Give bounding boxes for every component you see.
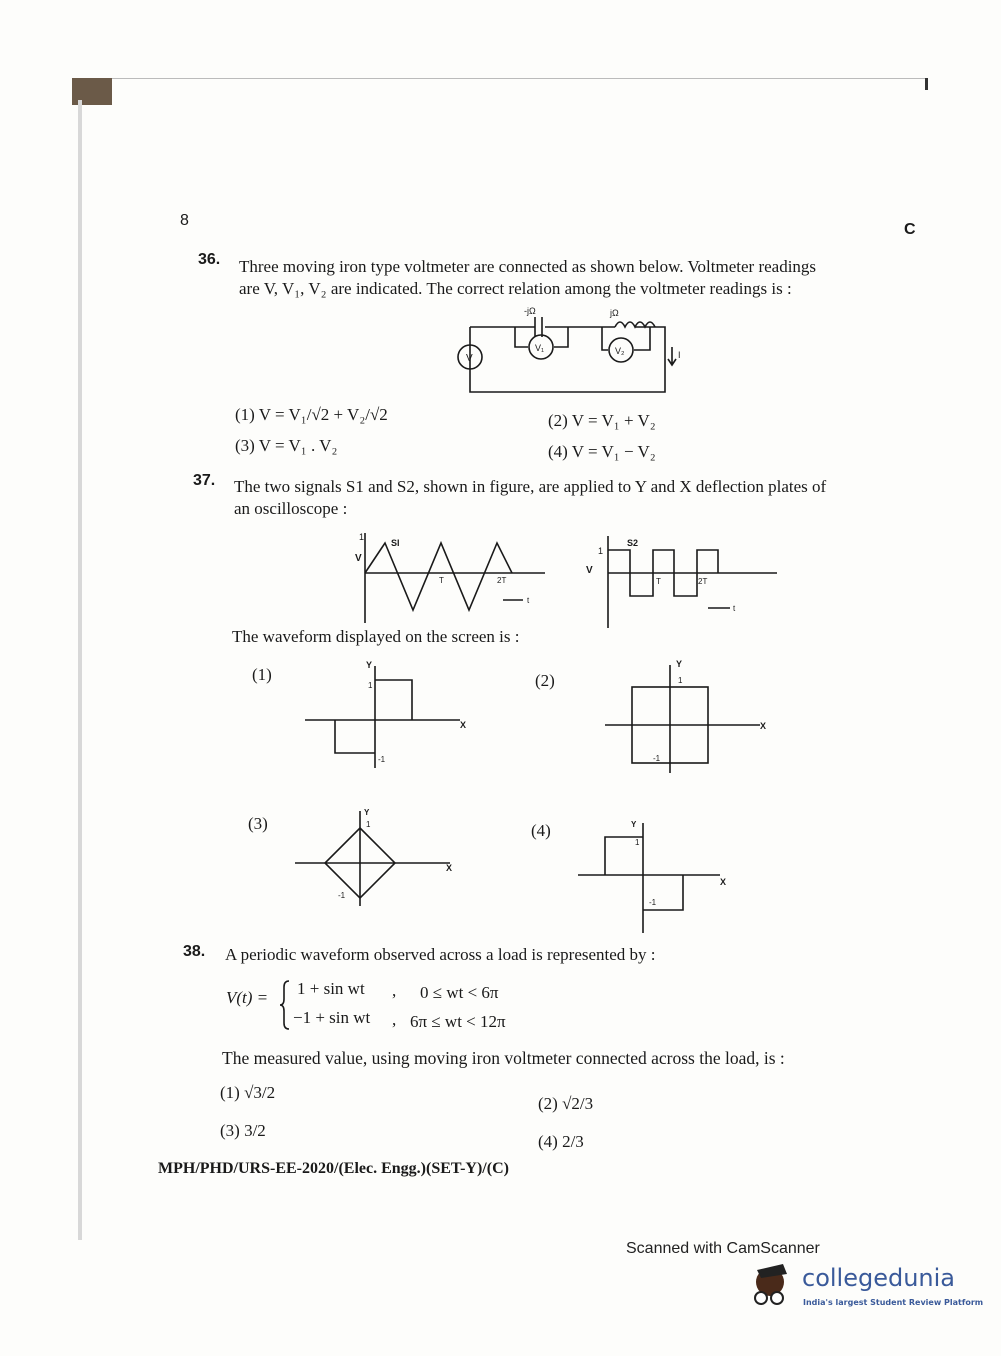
tick-label: -1 [338, 891, 346, 900]
current-arrow-icon [668, 347, 676, 365]
case-2: −1 + sin wt [293, 1008, 371, 1027]
page-number: 8 [180, 212, 189, 229]
case-comma: , [392, 1010, 397, 1029]
range-1: 0 ≤ wt < 6π [420, 983, 499, 1002]
question-prompt: The measured value, using moving iron voltmeter connected across the load, is : [222, 1048, 785, 1068]
option-1[interactable]: (1) [252, 665, 272, 684]
tick-label: 2T [698, 577, 708, 586]
option-4[interactable]: (4) [531, 821, 551, 840]
brand-name: collegedunia [802, 1264, 956, 1292]
meter-label: V [466, 353, 473, 364]
tick-label: T [439, 576, 444, 585]
tick-label: -1 [653, 754, 661, 763]
option-1-plot [300, 658, 480, 773]
capacitor-label: -jΩ [524, 306, 536, 316]
scanner-watermark: Scanned with CamScanner [626, 1240, 820, 1257]
scan-edge-left [78, 100, 82, 1240]
question-number: 37. [193, 472, 216, 489]
range-2: 6π ≤ wt < 12π [410, 1012, 506, 1031]
scan-edge-top [112, 78, 927, 79]
brand-tagline: India's largest Student Review Platform [803, 1298, 984, 1307]
case-comma: , [392, 981, 397, 1000]
option-1[interactable]: (1) V = V₁/√2 + V₂/√2 [235, 405, 388, 424]
option-1[interactable]: (1) √3/2 [220, 1083, 276, 1102]
signal-label: S2 [627, 538, 639, 548]
amp-label: 1 [598, 546, 604, 556]
tick-label: 1 [635, 838, 640, 847]
signal-s2-plot [580, 528, 780, 633]
inductor-label: jΩ [610, 308, 619, 318]
option-2[interactable]: (2) V = V₁ + V₂ [548, 411, 656, 430]
x-label: t [733, 604, 736, 613]
question-text-line: The two signals S1 and S2, shown in figure, are applied to Y and X deflection plates of [234, 477, 827, 496]
option-3-plot [290, 806, 460, 908]
option-3[interactable]: (3) 3/2 [220, 1121, 266, 1140]
axis-label: X [446, 863, 453, 873]
tick-label: 1 [368, 681, 373, 690]
set-code: C [904, 221, 916, 238]
option-2[interactable]: (2) √2/3 [538, 1094, 594, 1113]
tick-label: -1 [649, 898, 657, 907]
meter-label: V₁ [535, 343, 545, 353]
y-label: V [586, 565, 593, 576]
amp-label: 1 [359, 532, 365, 542]
x-label: t [527, 596, 530, 605]
footer-code: MPH/PHD/URS-EE-2020/(Elec. Engg.)(SET-Y)/(C) [158, 1160, 509, 1177]
y-label: V [355, 553, 362, 564]
tick-label: T [656, 577, 661, 586]
question-text: A periodic waveform observed across a load is represented by : [225, 945, 656, 964]
option-4[interactable]: (4) V = V₁ − V₂ [548, 442, 656, 461]
axis-label: Y [676, 659, 683, 669]
tick-label: -1 [378, 755, 386, 764]
case-1: 1 + sin wt [297, 979, 365, 998]
collegedunia-logo [745, 1262, 795, 1312]
question-number: 36. [198, 251, 221, 268]
formula-lhs: V(t) = [226, 988, 269, 1007]
question-number: 38. [183, 943, 206, 960]
option-4[interactable]: (4) 2/3 [538, 1132, 584, 1151]
question-text-line: Three moving iron type voltmeter are connected as shown below. Voltmeter readings [239, 257, 817, 276]
option-2-plot [600, 655, 780, 775]
tick-label: 1 [366, 820, 371, 829]
brace-icon [279, 979, 291, 1031]
circuit-diagram [450, 302, 690, 402]
axis-label: X [720, 877, 727, 887]
tick-label: 2T [497, 576, 507, 585]
current-label: I [678, 350, 681, 360]
signal-s1-plot [345, 528, 555, 628]
scan-edge-right [925, 78, 928, 90]
mascot-icon [745, 1262, 795, 1312]
axis-label: X [460, 720, 467, 730]
question-text-line: an oscilloscope : [234, 499, 348, 518]
axis-label: X [760, 721, 767, 731]
axis-label: Y [631, 820, 637, 829]
question-text-line: are V, V₁, V₂ are indicated. The correct relation among the voltmeter readings is : [239, 279, 792, 298]
meter-label: V₂ [615, 346, 625, 356]
option-3[interactable]: (3) [248, 814, 268, 833]
option-3[interactable]: (3) V = V₁ . V₂ [235, 436, 338, 455]
question-text [239, 256, 816, 300]
axis-label: Y [366, 660, 373, 670]
signal-label: SI [391, 538, 400, 548]
option-2[interactable]: (2) [535, 671, 555, 690]
tick-label: 1 [678, 676, 683, 685]
option-4-plot [575, 815, 735, 935]
question-prompt: The waveform displayed on the screen is : [232, 627, 520, 646]
axis-label: Y [364, 808, 370, 817]
question-text [234, 476, 826, 520]
